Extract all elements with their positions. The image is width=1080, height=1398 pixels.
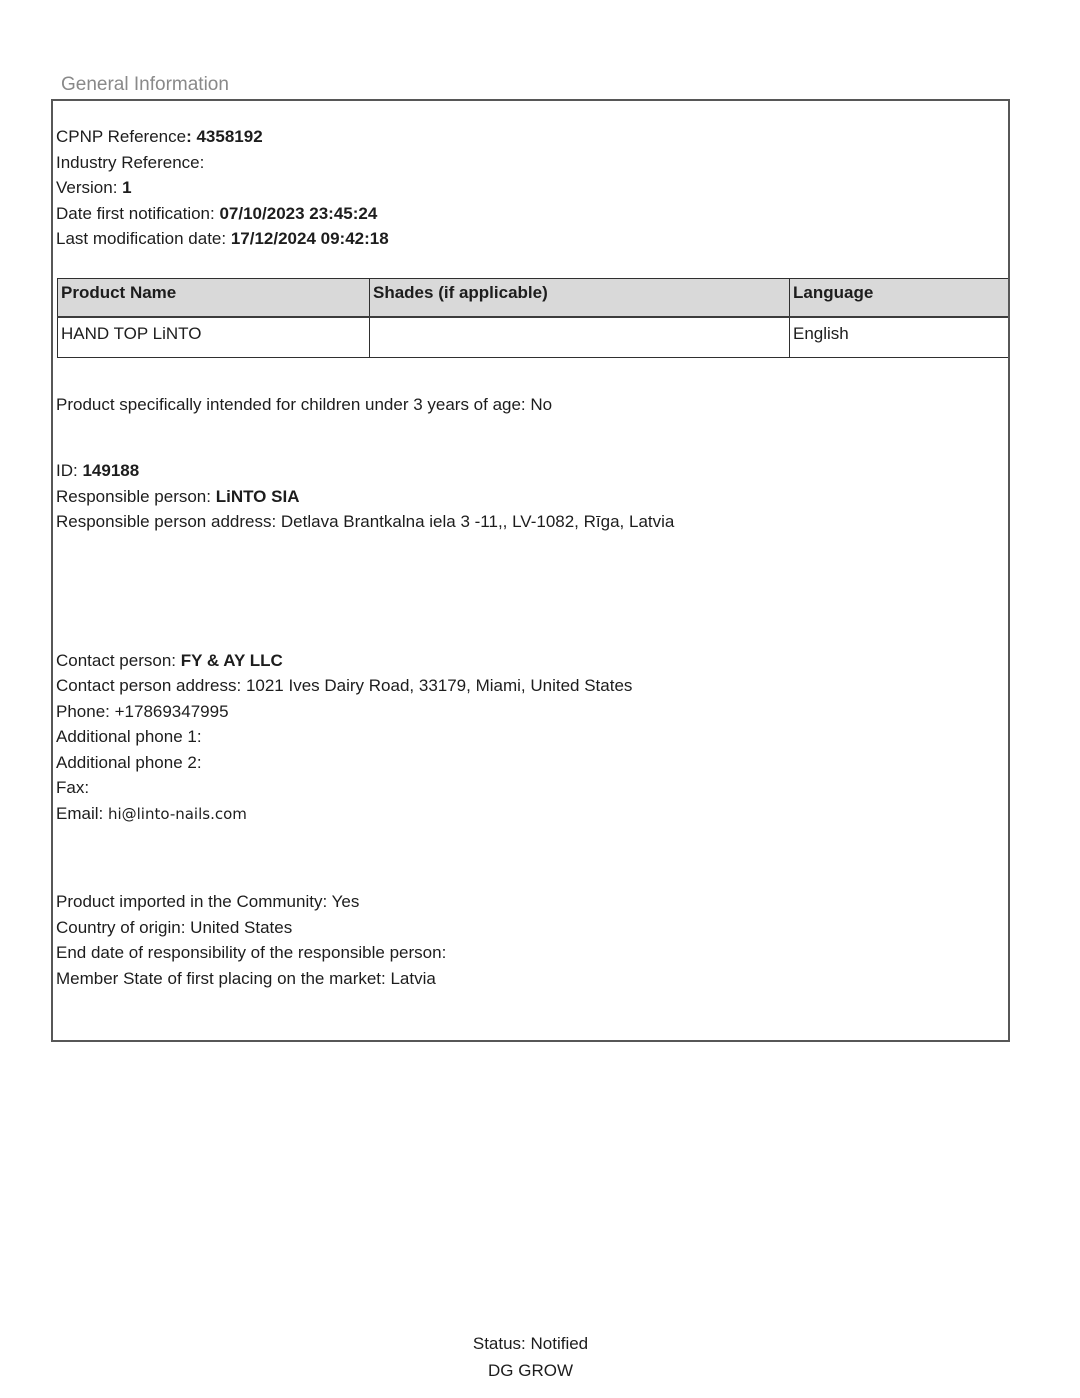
additional-phone-1-line (56, 724, 1008, 750)
field-label: ID: (56, 461, 83, 480)
spacer (56, 535, 1008, 648)
agency-line: DG GROW (488, 1360, 573, 1380)
email-address: hi@linto-nails.com (107, 804, 247, 823)
status-line: Status: Notified (472, 1334, 589, 1353)
cell-language: English (790, 317, 1010, 357)
meta-line-date-first-notification (56, 201, 1008, 227)
product-imported-line: Product imported in the Community: Yes (56, 892, 360, 911)
member-state-line: Member State of first placing on the market: Latvia (56, 968, 436, 988)
meta-line-version (56, 175, 1008, 201)
field-label: Email: (56, 803, 108, 823)
cell-shades (370, 317, 790, 357)
page-footer (51, 1331, 1010, 1384)
field-value: LiNTO SIA (215, 486, 300, 506)
phone-line (56, 699, 1008, 725)
column-header-language: Language (790, 278, 1010, 317)
product-table (57, 278, 1010, 358)
field-label: Industry Reference: (56, 152, 205, 172)
field-label: Additional phone 2: (56, 752, 202, 772)
field-label: CPNP Reference (56, 127, 187, 146)
field-label: Additional phone 1: (56, 727, 202, 746)
field-label: Version: (56, 178, 123, 197)
children-intended-line: Product specifically intended for children under 3 years of age: No (56, 394, 553, 414)
field-label: Responsible person address: Detlava Brantkalna iela 3 -11,, LV-1082, Rīga, Latvia (56, 512, 675, 531)
column-header-shades: Shades (if applicable) (370, 278, 790, 317)
cell-product-name: HAND TOP LiNTO (58, 317, 370, 357)
field-label: Responsible person: (56, 486, 216, 506)
field-value: 149188 (82, 461, 140, 480)
product-table-header-row (58, 278, 1010, 317)
meta-line-cpnp-reference (56, 124, 1008, 150)
table-row (58, 317, 1010, 357)
contact-person-address-line (56, 673, 1008, 699)
field-value: 07/10/2023 23:45:24 (219, 203, 378, 223)
contact-person-line (56, 648, 1008, 674)
field-label: Contact person: (56, 650, 181, 670)
field-label: Date first notification: (56, 203, 220, 223)
column-header-product-name: Product Name (58, 278, 370, 317)
field-label: Phone: +17869347995 (56, 701, 229, 721)
field-value: FY & AY LLC (180, 650, 283, 670)
spacer (56, 101, 1008, 124)
meta-line-last-modification-date (56, 226, 1008, 252)
field-value: 1 (122, 178, 132, 197)
spacer (56, 417, 1008, 458)
field-label: Fax: (56, 778, 90, 797)
spacer (56, 252, 1008, 278)
spacer (56, 827, 1008, 889)
field-label: Contact person address: 1021 Ives Dairy Road, 33179, Miami, United States (56, 676, 633, 695)
page-title: General Information (61, 74, 229, 95)
additional-phone-2-line (56, 750, 1008, 776)
end-date-responsibility-line: End date of responsibility of the responsible person: (56, 943, 447, 962)
responsible-person-line (56, 484, 1008, 510)
meta-line-industry-reference (56, 150, 1008, 176)
country-of-origin-line: Country of origin: United States (56, 917, 293, 937)
spacer (56, 358, 1008, 392)
field-label: Last modification date: (56, 229, 231, 248)
field-value: : 4358192 (186, 127, 263, 146)
field-value: 17/12/2024 09:42:18 (230, 229, 389, 248)
general-information-panel (51, 99, 1010, 1042)
id-line (56, 458, 1008, 484)
fax-line (56, 775, 1008, 801)
email-line (56, 801, 1008, 828)
responsible-person-address-line (56, 509, 1008, 535)
